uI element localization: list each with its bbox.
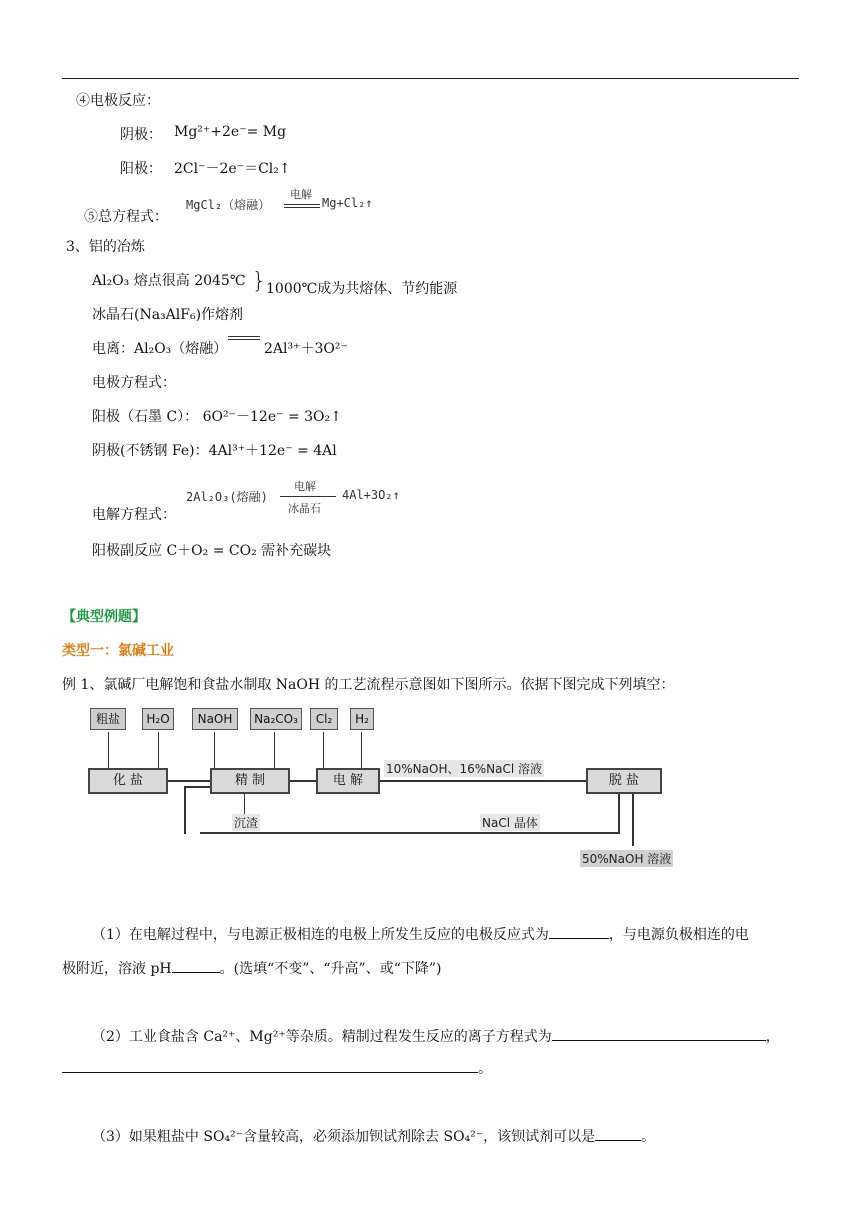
arrow-water xyxy=(158,732,159,768)
total-equation-left: MgCl₂（熔融） xyxy=(186,198,271,212)
electrolysis-left: 2Al₂O₃(熔融) xyxy=(186,490,268,504)
step-electrolysis: 电 解 xyxy=(316,768,380,794)
final-product-label: 50%NaOH 溶液 xyxy=(582,852,672,866)
alumina-melting-point: Al₂O₃ 熔点很高 2045℃ xyxy=(92,273,246,289)
arrow-precipitate xyxy=(244,794,245,814)
cryolite-flux: 冰晶石(Na₃AlF₆)作熔剂 xyxy=(92,307,244,323)
output-h2: H₂ xyxy=(350,708,374,730)
electrolysis-line xyxy=(280,496,336,497)
cathode-equation: Mg²⁺+2e⁻= Mg xyxy=(174,124,287,140)
question-2-line-2: 。 xyxy=(62,1058,492,1078)
answer-blank-2[interactable] xyxy=(172,958,220,973)
arrow-na2co3 xyxy=(274,732,275,768)
anode-equation: 2Cl⁻－2e⁻＝Cl₂↑ xyxy=(174,161,291,177)
ionization-line-bottom xyxy=(228,339,260,340)
aluminum-heading: 3、铝的冶炼 xyxy=(66,239,145,255)
brace-note: 1000℃成为共熔体、节约能源 xyxy=(266,281,458,297)
total-equation-label: ⑤总方程式： xyxy=(84,209,168,225)
recycle-label: NaCl 晶体 xyxy=(482,816,538,830)
connector-refine-electrolysis xyxy=(290,780,316,782)
step-desalt: 脱 盐 xyxy=(586,768,662,794)
electrolysis-condition-bottom: 冰晶石 xyxy=(288,502,321,515)
connector-dissolve-refine xyxy=(168,780,210,782)
process-flow-diagram xyxy=(80,700,700,880)
answer-blank-5[interactable] xyxy=(595,1126,641,1141)
arrow-naoh xyxy=(214,732,215,768)
step-refine: 精 制 xyxy=(210,768,290,794)
type-title: 类型一：氯碱工业 xyxy=(62,643,174,659)
question-2-line-1: （2）工业食盐含 Ca²⁺、Mg²⁺等杂质。精制过程发生反应的离子方程式为 ， xyxy=(92,1026,780,1046)
connector-electrolysis-desalt xyxy=(380,780,586,782)
step-dissolve: 化 盐 xyxy=(88,768,168,794)
question-1-part-a: （1）在电解过程中，与电源正极相连的电极上所发生反应的电极反应式为 ，与电源负极相连的电 xyxy=(92,924,749,944)
recycle-into-refine xyxy=(184,786,210,788)
equation-double-line-bottom xyxy=(284,207,320,208)
precipitate-label: 沉渣 xyxy=(234,816,259,830)
output-cl2: Cl₂ xyxy=(310,708,338,730)
answer-blank-4[interactable] xyxy=(62,1058,478,1073)
electrode-heading: ④电极反应： xyxy=(76,93,160,109)
question-1-part-b: 极附近，溶液 pH 。(选填“不变”、“升高”、或“下降”) xyxy=(62,958,442,978)
ionization-line-top xyxy=(228,336,260,337)
input-water: H₂O xyxy=(142,708,174,730)
anode-label: 阳极： xyxy=(120,161,162,177)
recycle-bottom xyxy=(200,832,620,834)
arrow-cl2 xyxy=(323,732,324,768)
product-mid-label: 10%NaOH、16%NaCl 溶液 xyxy=(386,762,543,776)
example-intro: 例 1、氯碱厂电解饱和食盐水制取 NaOH 的工艺流程示意图如下图所示。依据下图完成下列填空： xyxy=(62,677,675,693)
electrolysis-condition-top: 电解 xyxy=(294,480,316,493)
input-naoh: NaOH xyxy=(192,708,238,730)
ionization-right: 2Al³⁺＋3O²⁻ xyxy=(264,341,348,357)
input-na2co3: Na₂CO₃ xyxy=(250,708,302,730)
arrow-final xyxy=(632,794,634,846)
question-3: （3）如果粗盐中 SO₄²⁻含量较高，必须添加钡试剂除去 SO₄²⁻，该钡试剂可以是 。 xyxy=(92,1126,655,1146)
total-equation-right: Mg+Cl₂↑ xyxy=(322,196,373,210)
electrolysis-right: 4Al+3O₂↑ xyxy=(342,488,400,502)
electrode-equation-label: 电极方程式： xyxy=(92,375,176,391)
total-equation-condition: 电解 xyxy=(290,188,312,201)
anode-graphite: 阳极（石墨 C）： 6O²⁻－12e⁻ = 3O₂↑ xyxy=(92,409,342,425)
brace-icon: } xyxy=(252,269,266,294)
input-crude-salt: 粗盐 xyxy=(90,708,126,730)
header-rule xyxy=(62,78,799,79)
arrow-crude-salt xyxy=(108,732,109,768)
anode-side-reaction: 阳极副反应 C＋O₂ = CO₂ 需补充碳块 xyxy=(92,543,332,559)
answer-blank-1[interactable] xyxy=(549,924,609,939)
recycle-down xyxy=(618,794,620,832)
cathode-label: 阴极： xyxy=(120,127,162,143)
ionization-left: 电离：Al₂O₃（熔融） xyxy=(92,341,228,357)
cathode-steel: 阴极(不锈钢 Fe)：4Al³⁺＋12e⁻ = 4Al xyxy=(92,443,337,459)
answer-blank-3[interactable] xyxy=(552,1026,766,1041)
section-title: 【典型例题】 xyxy=(62,609,146,625)
electrolysis-label: 电解方程式： xyxy=(92,507,176,523)
equation-double-line-top xyxy=(284,204,320,205)
arrow-h2 xyxy=(361,732,362,768)
recycle-up xyxy=(184,786,186,834)
